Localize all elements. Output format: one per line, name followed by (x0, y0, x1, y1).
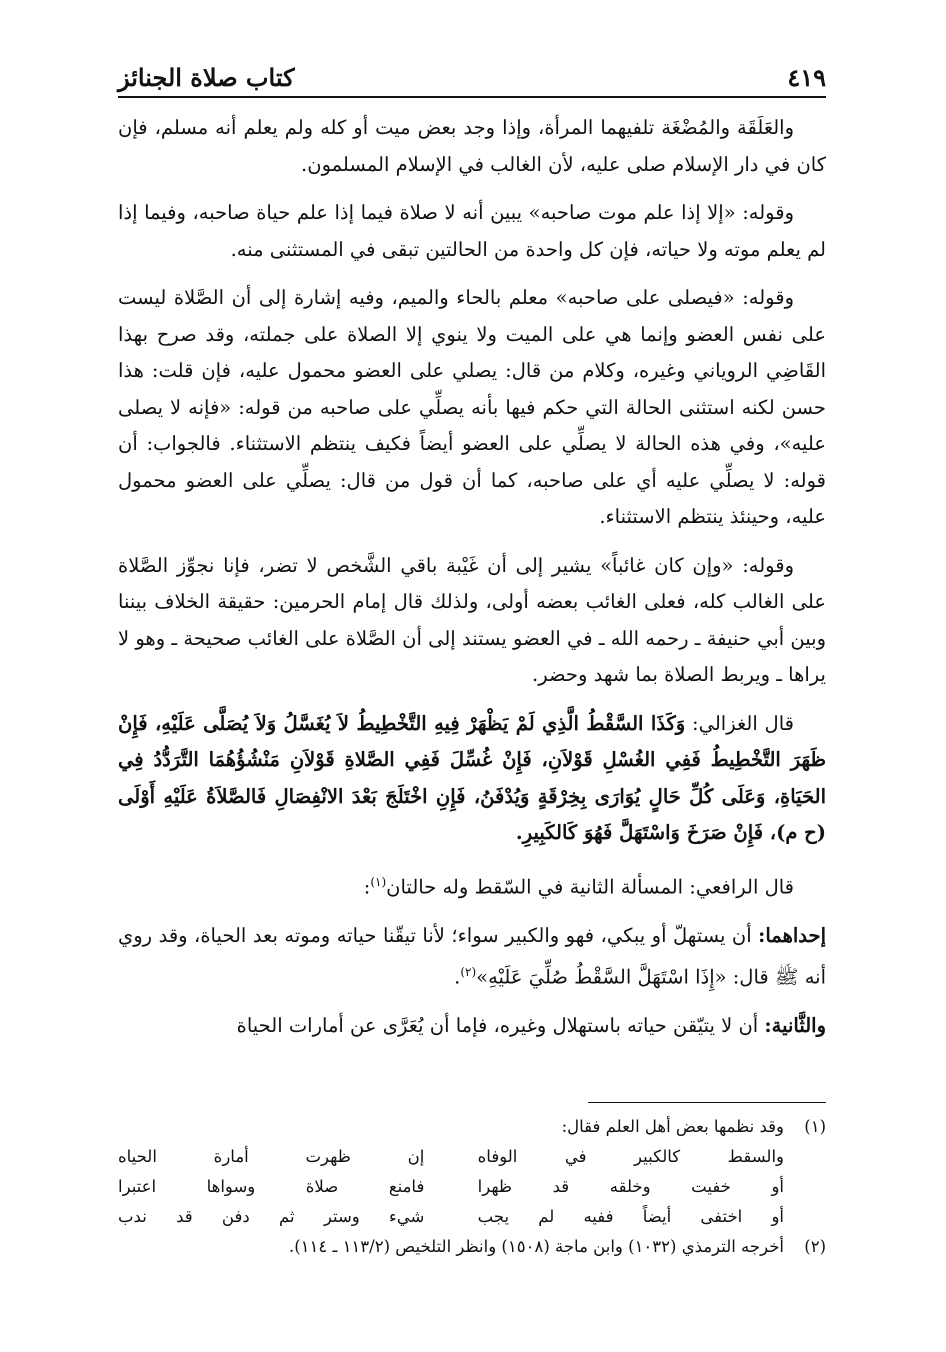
second-case-paragraph (118, 1008, 826, 1045)
verse (118, 1202, 784, 1232)
verse-first-half: أو خفيت وخلقه قد ظهرا (477, 1177, 784, 1196)
footnote-separator (588, 1102, 826, 1103)
first-case-end: . (454, 965, 461, 989)
footnote-number: (٢) (804, 1237, 826, 1256)
rafii-text: قال الرافعي: المسألة الثانية في السّقط وله حالتان (386, 875, 794, 898)
footnote-number: (١) (804, 1117, 826, 1136)
footnote-2 (118, 1232, 826, 1262)
second-case-text: أن لا يتيّقن حياته باستهلال وغيره، فإما أن يُعَرَّى عن أمارات الحياة (236, 1014, 765, 1037)
verse (118, 1172, 784, 1202)
verse (118, 1142, 784, 1172)
paragraph: وقوله: «إلا إذا علم موت صاحبه» يبين أنه لا صلاة فيما إذا علم حياة صاحبه، وفيما إذا لم يعلم موته ولا حياته، فإن كل واحدة من الحالتين تبقى في المستثنى منه. (118, 201, 826, 261)
ghazali-quote: وَكَذَا السَّقْطُ الَّذِي لَمْ يَظْهَرْ فِيهِ التَّخْطِيطُ لاَ يُغَسَّلُ وَلاَ يُصَلَّى عَلَيْهِ، فَإِنْ ظَهَرَ التَّخْطِيطُ فَفِي الغُسْلِ قَوْلاَنِ، فَإِنْ غُسِّلَ فَفِي الصَّلاةِ قَوْلاَنِ مَنْشُؤُهُمَا التَّرَدُّدُ فِي الحَيَاةِ، وَعَلَى كُلِّ حَالٍ يُوَارَى بِخِرْقَةٍ وَيُدْفَنُ، فَإِنِ اخْتَلَجَ بَعْدَ الانْفِصَالِ فَالصَّلاَةُ عَلَيْهِ أَوْلَى (ح م)، فَإِنْ صَرَخَ وَاسْتَهَلَّ فَهُوَ كَالكَبِيرِ. (118, 711, 826, 844)
footnote-marker[interactable]: (٢) (460, 965, 477, 979)
main-text (118, 110, 826, 1057)
first-case-label: إحداهما: (758, 923, 826, 947)
chapter-title: كتاب صلاة الجنائز (118, 63, 295, 92)
page-number: ٤١٩ (787, 63, 826, 92)
paragraph: والعَلَقَة والمُضْغَة تلفيهما المرأة، وإذا وجد بعض ميت أو كله ولم يعلم أنه مسلم، فإن كان في دار الإسلام صلى عليه، لأن الغالب في الإسلام المسلمون. (118, 116, 826, 176)
ghazali-paragraph (118, 706, 826, 852)
footnote-1 (118, 1112, 826, 1142)
paragraph: وقوله: «وإن كان غائباً» يشير إلى أن غَيْبة باقي الشَّخص لا تضر، فإنا نجوِّز الصَّلاة على الغالب كله، فعلى الغائب بعضه أولى، ولذلك قال إمام الحرمين: حقيقة الخلاف بيننا وبين أبي حنيفة ـ رحمه الله ـ في العضو يستند إلى أن الصَّلاة على الغائب صحيحة ـ وهو لا يراها ـ ويربط الصلاة بما شهد وحضر. (118, 553, 826, 686)
footnote-marker[interactable]: (١) (370, 874, 387, 889)
rafii-end: : (363, 875, 371, 898)
paragraph: وقوله: «فيصلى على صاحبه» معلم بالحاء والميم، وفيه إشارة إلى أن الصَّلاة ليست على نفس العضو وإنما هي على الميت ولا ينوي إلا الصلاة على جملته، وقد صرح بهذا القَاضِي الروياني وغيره، وكلام من قال: يصلي على العضو محمول عليه، فإن قلت: هذا حسن لكنه استثنى الحالة التي حكم فيها بأنه يصلِّي على صاحبه من قوله: «فإنه لا يصلى عليه»، وفي هذه الحالة لا يصلِّي على العضو أيضاً فكيف ينتظم الاستثناء. فالجواب: أن قوله: لا يصلِّي عليه أي على صاحبه، كما أن قول من قال: يصلِّي على العضو محمول عليه، وحينئذ ينتظم الاستثناء. (118, 286, 826, 528)
verse-second-half: إن ظهرت أمارة الحياه (118, 1147, 425, 1166)
page-header (118, 50, 826, 98)
poem (118, 1142, 784, 1232)
second-case-label: والثَّانية: (764, 1014, 826, 1037)
verse-second-half: شيء وستر ثم دفن قد ندب (118, 1207, 425, 1226)
verse-first-half: والسقط كالكبير في الوفاه (477, 1147, 784, 1166)
rafii-paragraph (118, 864, 826, 906)
ghazali-lead: قال الغزالي: (685, 711, 794, 735)
footnote-text: وقد نظمها بعض أهل العلم فقال: (561, 1117, 784, 1136)
first-case-text: أن يستهلّ أو يبكي، فهو والكبير سواء؛ لأنا تيقّنا حياته وموته بعد الحياة، وقد روي أنه ﷺ قال: «إِذَا اسْتَهَلَّ السَّقْطُ صُلِّيَ عَلَيْهِ» (118, 923, 826, 989)
verse-first-half: أو اختفى أيضاً ففيه لم يجب (477, 1207, 784, 1226)
first-case-paragraph (118, 918, 826, 997)
footnote-text: أخرجه الترمذي (١٠٣٢) وابن ماجة (١٥٠٨) وانظر التلخيص (١١٣/٢ ـ ١١٤). (288, 1237, 784, 1256)
footnotes (118, 1112, 826, 1262)
verse-second-half: فامنع صلاة وسواها اعتبرا (118, 1177, 425, 1196)
